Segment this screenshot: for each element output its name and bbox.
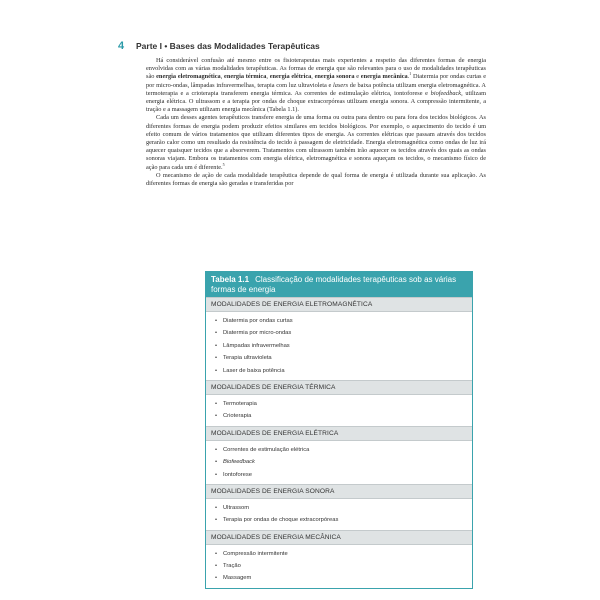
text-segment: e: [354, 73, 361, 81]
section-header: MODALIDADES DE ENERGIA TÉRMICA: [206, 380, 472, 395]
list-item: • Tração: [215, 560, 472, 572]
table-body: [206, 297, 472, 588]
table-label: Tabela 1.1: [211, 275, 250, 284]
text-segment: Diatermia por ondas curtas e por micro-ondas, lâmpadas infravermelhas, terapia com luz ultravioleta e: [146, 73, 487, 89]
table-title: [206, 272, 472, 297]
text-segment: energia elétrica: [269, 73, 312, 81]
paragraph: [146, 57, 486, 114]
section-list: [206, 312, 472, 380]
section-header: MODALIDADES DE ENERGIA ELÉTRICA: [206, 426, 472, 441]
citation-ref: 1: [409, 71, 412, 77]
text-segment: Há considerável confusão até mesmo entre os fisioterapeutas mais experientes a respeito das diferentes formas de energia envolvidas com as várias modalidades terapêuticas. As formas de energia que são relevantes para o uso de modalidades terapêuticas são: [146, 57, 486, 81]
table-caption: Classificação de modalidades terapêuticas sob as várias formas de energia: [211, 275, 457, 294]
text-segment: , utilizam energia elétrica. O ultrassom e a terapia por ondas de choque extracorpóreas utilizam energia sonora. A compressão intermitente, a tração e a massagem utilizam energia mecânica (Tabela 1.1).: [146, 89, 486, 114]
text-segment: biofeedback: [430, 89, 462, 97]
text-segment: .: [407, 73, 410, 81]
list-item: • Terapia ultravioleta: [215, 352, 472, 364]
list-item: • Massagem: [215, 572, 472, 584]
text-segment: Cada um desses agentes terapêuticos transfere energia de uma forma ou outra para dentro ou para fora dos tecidos biológicos. As diferentes formas de energia podem produzir efeitos similares em tecidos biológicos. Por exemplo, o aquecimento do tecido é um efeito comum de vários tratamentos que utilizam diferentes tipos de energia. As correntes elétricas que passam através dos tecidos gerarão calor como um resultado da resistência do tecido à passagem de eletricidade. Energia eletromagnética como ondas de luz irá aquecer quaisquer tecidos que a absorverem. Tratamentos com ultrassom também irão aquecer os tecidos através dos quais as ondas sonoras viajam. Embora os tratamentos com energia elétrica, eletromagnética e sonora aqueçam os tecidos, o mecanismo físico de ação para cada um é diferente.: [146, 114, 486, 171]
list-item: • Correntes de estimulação elétrica: [215, 444, 472, 456]
list-item: • Iontoforese: [215, 469, 472, 481]
page-header: [118, 40, 498, 54]
text-segment: energia sonora: [314, 73, 355, 81]
list-item: • Diatermia por ondas curtas: [215, 315, 472, 327]
body-text: [146, 57, 486, 188]
list-item: • Biofeedback: [215, 456, 472, 468]
table-1-1: [205, 271, 473, 589]
section-header: MODALIDADES DE ENERGIA ELETROMAGNÉTICA: [206, 297, 472, 312]
list-item: • Crioterapia: [215, 410, 472, 422]
list-item: • Compressão intermitente: [215, 548, 472, 560]
paragraph: [146, 114, 486, 171]
list-item: • Lâmpadas infravermelhas: [215, 340, 472, 352]
text-segment: ,: [311, 73, 315, 81]
list-item: • Terapia por ondas de choque extracorpóreas: [215, 514, 472, 526]
text-segment: O mecanismo de ação de cada modalidade terapêutica depende de qual forma de energia é utilizada durante sua aplicação. As diferentes formas de energia são geradas e transferidas por: [146, 171, 486, 188]
list-item: • Ultrassom: [215, 502, 472, 514]
text-segment: energia térmica: [224, 73, 267, 81]
paragraph: [146, 172, 486, 188]
section-header: MODALIDADES DE ENERGIA SONORA: [206, 484, 472, 499]
text-segment: ,: [220, 73, 225, 81]
list-item: • Laser de baixa potência: [215, 365, 472, 377]
section-list: [206, 545, 472, 588]
section-list: [206, 499, 472, 530]
list-item: • Diatermia por micro-ondas: [215, 327, 472, 339]
text-segment: ,: [266, 73, 270, 81]
text-segment: energia eletromagnética: [156, 73, 221, 81]
text-segment: energia mecânica: [360, 73, 408, 81]
section-list: [206, 395, 472, 426]
page-number: 4: [118, 40, 125, 52]
running-title: Parte I • Bases das Modalidades Terapêuticas: [136, 41, 320, 51]
citation-ref: 5: [222, 161, 225, 167]
text-segment: de baixa potência utilizam energia eletromagnética. A termoterapia e a crioterapia transferem energia térmica. As correntes de estimulação elétrica, iontoforese e: [146, 81, 486, 97]
section-list: [206, 441, 472, 484]
section-header: MODALIDADES DE ENERGIA MECÂNICA: [206, 530, 472, 545]
text-segment: lasers: [333, 81, 349, 89]
list-item: • Termoterapia: [215, 398, 472, 410]
